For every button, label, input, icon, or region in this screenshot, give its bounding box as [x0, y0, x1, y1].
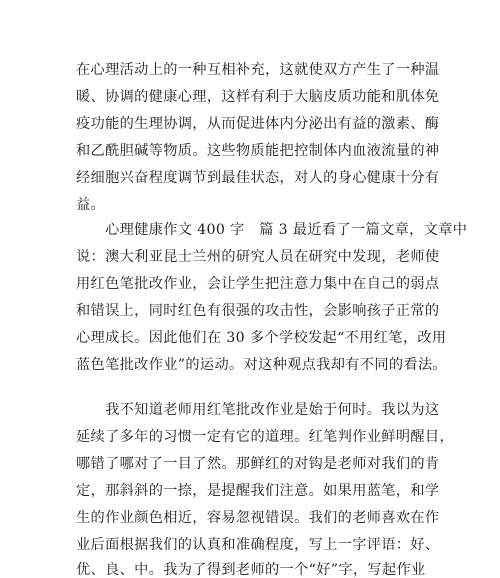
text-line: 和错误上，同时红色有很强的攻击性，会影响孩子正常的 — [76, 303, 440, 319]
text-line: 益。 — [76, 197, 106, 213]
text-line: 用红色笔批改作业，会让学生把注意力集中在自己的弱点 — [76, 276, 440, 292]
text-line: 经细胞兴奋程度调节到最佳状态，对人的身心健康十分有 — [76, 170, 440, 186]
text-line: 优、良、中。我为了得到老师的一个“好”字，写起作业 — [76, 562, 426, 578]
text-line: 说：澳大利亚昆士兰州的研究人员在研究中发现，老师使 — [76, 249, 440, 265]
text-line: 哪错了哪对了一目了然。那鲜红的对钩是老师对我们的肯 — [76, 456, 440, 472]
text-line: 蓝色笔批改作业”的运动。对这种观点我却有不同的看法。 — [76, 357, 448, 373]
text-line: 我不知道老师用红笔批改作业是始于何时。我以为这 — [76, 402, 440, 418]
text-line: 和乙酰胆碱等物质。这些物质能把控制体内血液流量的神 — [76, 143, 440, 159]
text-line: 延续了多年的习惯一定有它的道理。红笔判作业鲜明醒目， — [76, 429, 454, 445]
text-line: 心理健康作文 400 字 篇 3 最近看了一篇文章，文章中 — [76, 222, 468, 238]
text-line: 心理成长。因此他们在 30 多个学校发起“不用红笔，改用 — [76, 330, 447, 346]
text-line: 暖、协调的健康心理，这样有利于大脑皮质功能和肌体免 — [76, 89, 440, 105]
text-line: 生的作业颜色相近，容易忽视错误。我们的老师喜欢在作 — [76, 510, 440, 526]
text-line: 定，那斜斜的一捺，是提醒我们注意。如果用蓝笔，和学 — [76, 483, 440, 499]
text-line: 业后面根据我们的认真和准确程度，写上一字评语：好、 — [76, 537, 440, 553]
text-line: 疫功能的生理协调，从而促进体内分泌出有益的激素、酶 — [76, 116, 440, 132]
text-line: 在心理活动上的一种互相补充，这就使双方产生了一种温 — [76, 62, 440, 78]
